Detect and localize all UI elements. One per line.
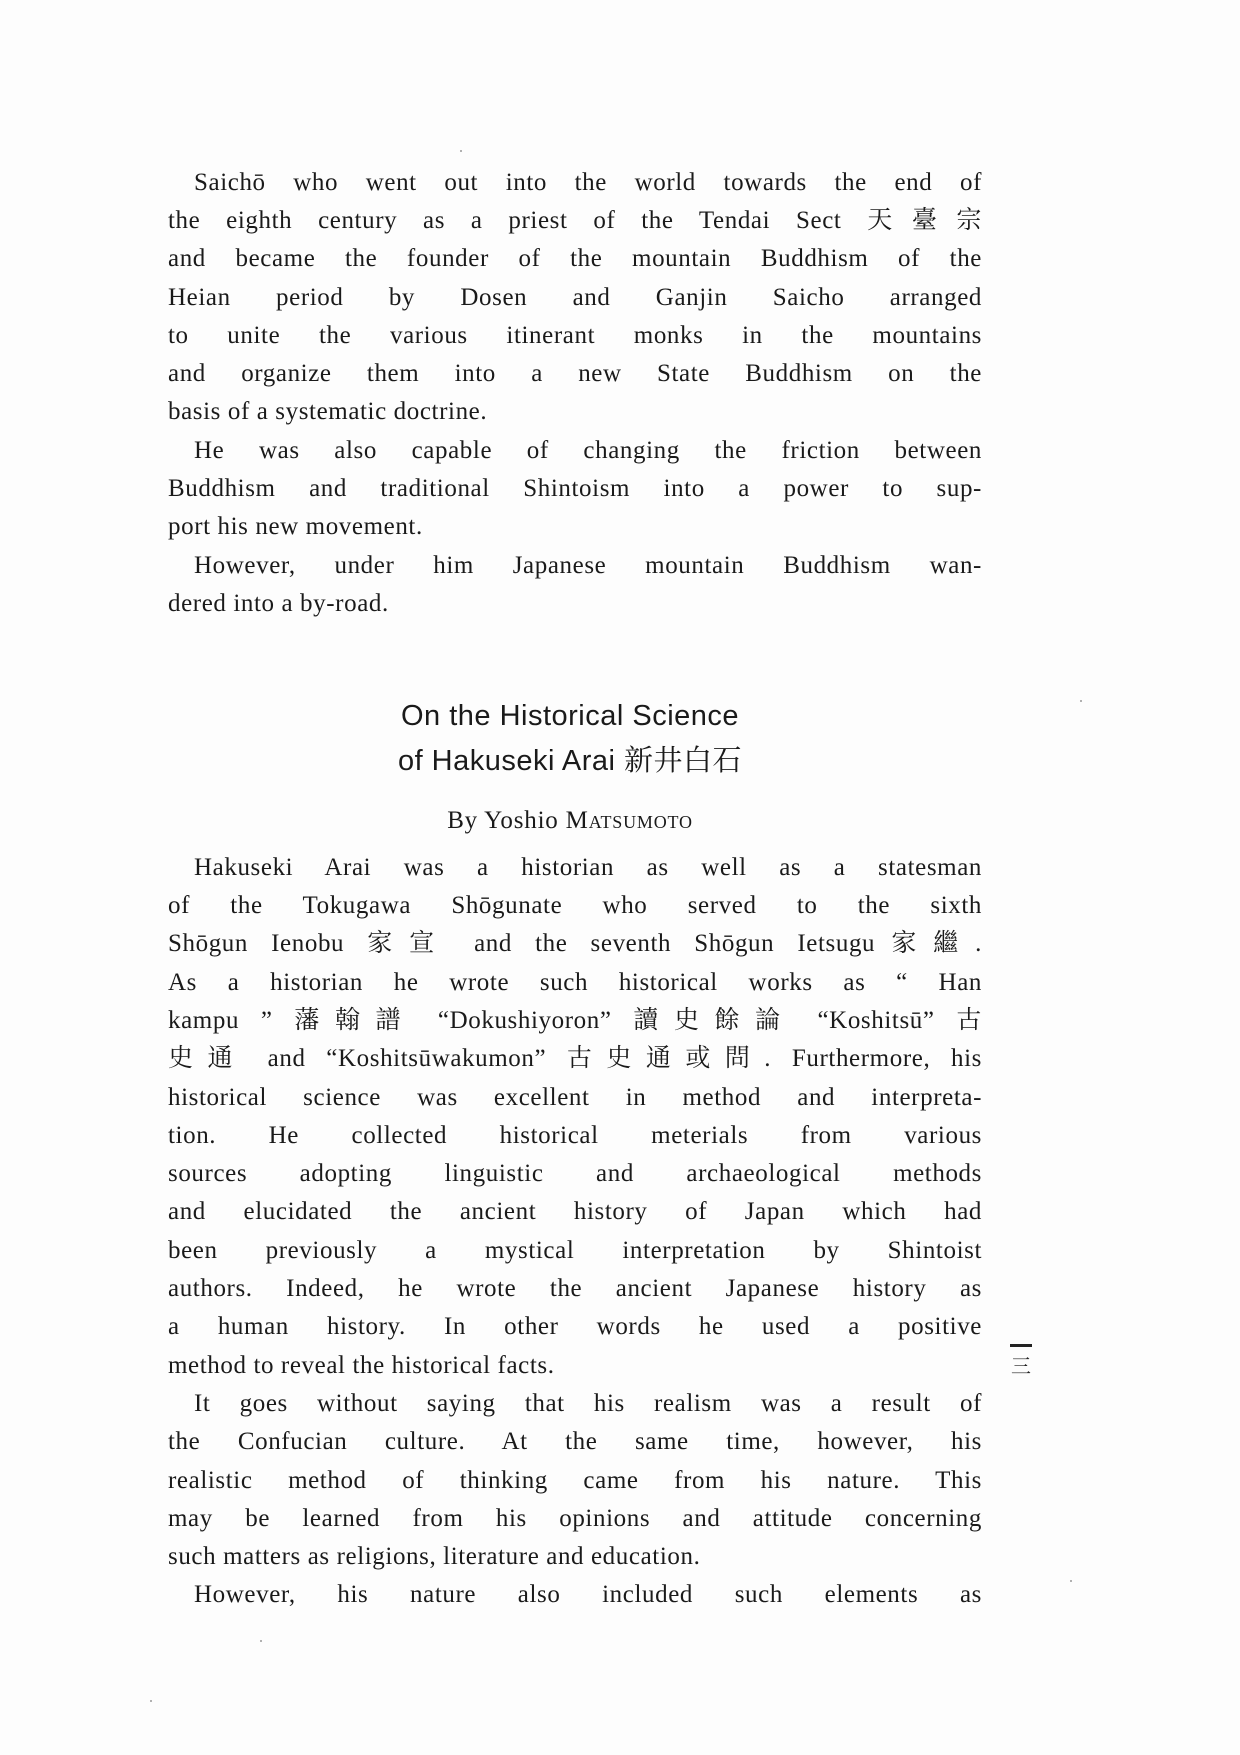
text-line: to unite the various itinerant monks in the mountains	[168, 322, 982, 349]
text-line: been previously a mystical interpretation by Shintoist	[168, 1237, 982, 1264]
text-line: Heian period by Dosen and Ganjin Saicho arranged	[168, 284, 982, 311]
page-number-glyph-three: 三	[1011, 1354, 1031, 1378]
scan-speck	[460, 150, 462, 152]
text-line: and organize them into a new State Buddhism on the	[168, 360, 982, 387]
text-line: He was also capable of changing the friction between	[194, 437, 982, 464]
text-line: basis of a systematic doctrine.	[168, 398, 488, 425]
text-line: It goes without saying that his realism was a result of	[194, 1390, 982, 1417]
scan-speck	[1070, 1580, 1072, 1582]
text-line: sources adopting linguistic and archaeological methods	[168, 1160, 982, 1187]
text-line: may be learned from his opinions and attitude concerning	[168, 1505, 982, 1532]
text-line: of the Tokugawa Shōgunate who served to the sixth	[168, 892, 982, 919]
text-line: Shōgun Ienobu 家宣 and the seventh Shōgun Ietsugu家繼.	[168, 930, 982, 957]
text-line: the Confucian culture. At the same time, however, his	[168, 1428, 982, 1455]
text-line: such matters as religions, literature and education.	[168, 1543, 701, 1570]
text-line: the eighth century as a priest of the Tendai Sect 天臺宗	[168, 207, 982, 234]
text-line: and became the founder of the mountain Buddhism of the	[168, 245, 982, 272]
scan-speck	[1080, 700, 1082, 702]
text-line: Buddhism and traditional Shintoism into a power to sup-	[168, 475, 982, 502]
page-number	[1008, 1340, 1034, 1377]
article-title-line-1: On the Historical Science	[400, 700, 740, 732]
text-line: 史通 and “Koshitsūwakumon” 古史通或問. Furthermore, his	[168, 1045, 982, 1072]
text-line: However, his nature also included such elements as	[194, 1581, 982, 1608]
article-title-line-2: of Hakuseki Arai 新井白石	[397, 745, 743, 777]
text-line: authors. Indeed, he wrote the ancient Japanese history as	[168, 1275, 982, 1302]
text-line: historical science was excellent in method and interpreta-	[168, 1084, 982, 1111]
page-number-glyph-one	[1010, 1344, 1032, 1347]
text-line: However, under him Japanese mountain Buddhism wan-	[194, 552, 982, 579]
scan-speck	[150, 1700, 152, 1702]
text-line: dered into a by-road.	[168, 590, 389, 617]
article-byline	[0, 806, 1140, 836]
text-line: port his new movement.	[168, 513, 423, 540]
text-line: tion. He collected historical meterials from various	[168, 1122, 982, 1149]
text-line: Hakuseki Arai was a historian as well as a statesman	[194, 854, 982, 881]
text-line: a human history. In other words he used a positive	[168, 1313, 982, 1340]
text-line: Saichō who went out into the world towards the end of	[194, 169, 982, 196]
text-line: kampu ” 藩翰譜 “Dokushiyoron” 讀史餘論 “Koshitsū” 古	[168, 1007, 982, 1034]
text-line: As a historian he wrote such historical works as “ Han	[168, 969, 982, 996]
text-line: and elucidated the ancient history of Japan which had	[168, 1198, 982, 1225]
byline-prefix: By Yoshio	[447, 807, 566, 834]
byline-author: Matsumoto	[565, 807, 693, 834]
scan-speck	[260, 1640, 262, 1642]
text-line: method to reveal the historical facts.	[168, 1352, 555, 1379]
text-line: realistic method of thinking came from his nature. This	[168, 1467, 982, 1494]
